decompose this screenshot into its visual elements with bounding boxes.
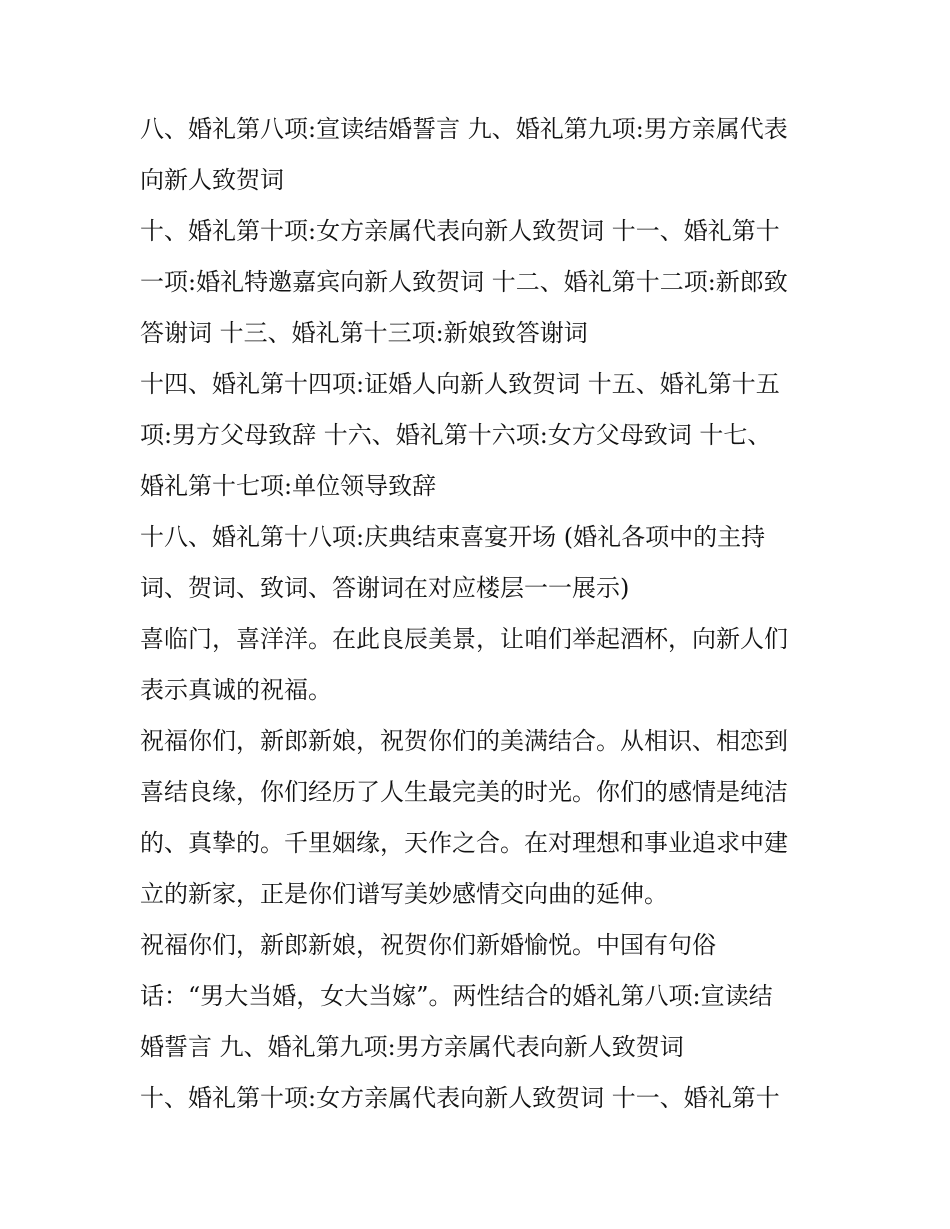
text-line: 一项:婚礼特邀嘉宾向新人致贺词 十二、婚礼第十二项:新郎致 xyxy=(140,268,788,296)
text-line: 祝福你们，新郎新娘，祝贺你们的美满结合。从相识、相恋到 xyxy=(140,727,788,755)
text-line: 答谢词 十三、婚礼第十三项:新娘致答谢词 xyxy=(140,319,588,347)
text-line: 十、婚礼第十项:女方亲属代表向新人致贺词 十一、婚礼第十 xyxy=(140,217,780,245)
text-line: 表示真诚的祝福。 xyxy=(140,676,332,704)
text-line: 项:男方父母致辞 十六、婚礼第十六项:女方父母致词 十七、 xyxy=(140,421,772,449)
text-line: 的、真挚的。千里姻缘，天作之合。在对理想和事业追求中建 xyxy=(140,829,788,857)
document-body xyxy=(140,104,820,1124)
text-line: 祝福你们，新郎新娘，祝贺你们新婚愉悦。中国有句俗 xyxy=(140,931,716,959)
text-line: 词、贺词、致词、答谢词在对应楼层一一展示) xyxy=(140,574,630,602)
text-line: 十、婚礼第十项:女方亲属代表向新人致贺词 十一、婚礼第十 xyxy=(140,1084,780,1112)
text-line: 话：“男大当婚，女大当嫁”。两性结合的婚礼第八项:宣读结 xyxy=(140,982,773,1010)
text-line: 向新人致贺词 xyxy=(140,166,284,194)
text-line: 八、婚礼第八项:宣读结婚誓言 九、婚礼第九项:男方亲属代表 xyxy=(140,115,788,143)
text-line: 婚礼第十七项:单位领导致辞 xyxy=(140,472,437,500)
text-line: 立的新家，正是你们谱写美妙感情交向曲的延伸。 xyxy=(140,880,668,908)
text-line: 十八、婚礼第十八项:庆典结束喜宴开场 (婚礼各项中的主持 xyxy=(140,523,766,551)
text-line: 喜临门，喜洋洋。在此良辰美景，让咱们举起酒杯，向新人们 xyxy=(140,625,788,653)
text-line: 十四、婚礼第十四项:证婚人向新人致贺词 十五、婚礼第十五 xyxy=(140,370,780,398)
text-line: 婚誓言 九、婚礼第九项:男方亲属代表向新人致贺词 xyxy=(140,1033,684,1061)
text-line: 喜结良缘，你们经历了人生最完美的时光。你们的感情是纯洁 xyxy=(140,778,788,806)
